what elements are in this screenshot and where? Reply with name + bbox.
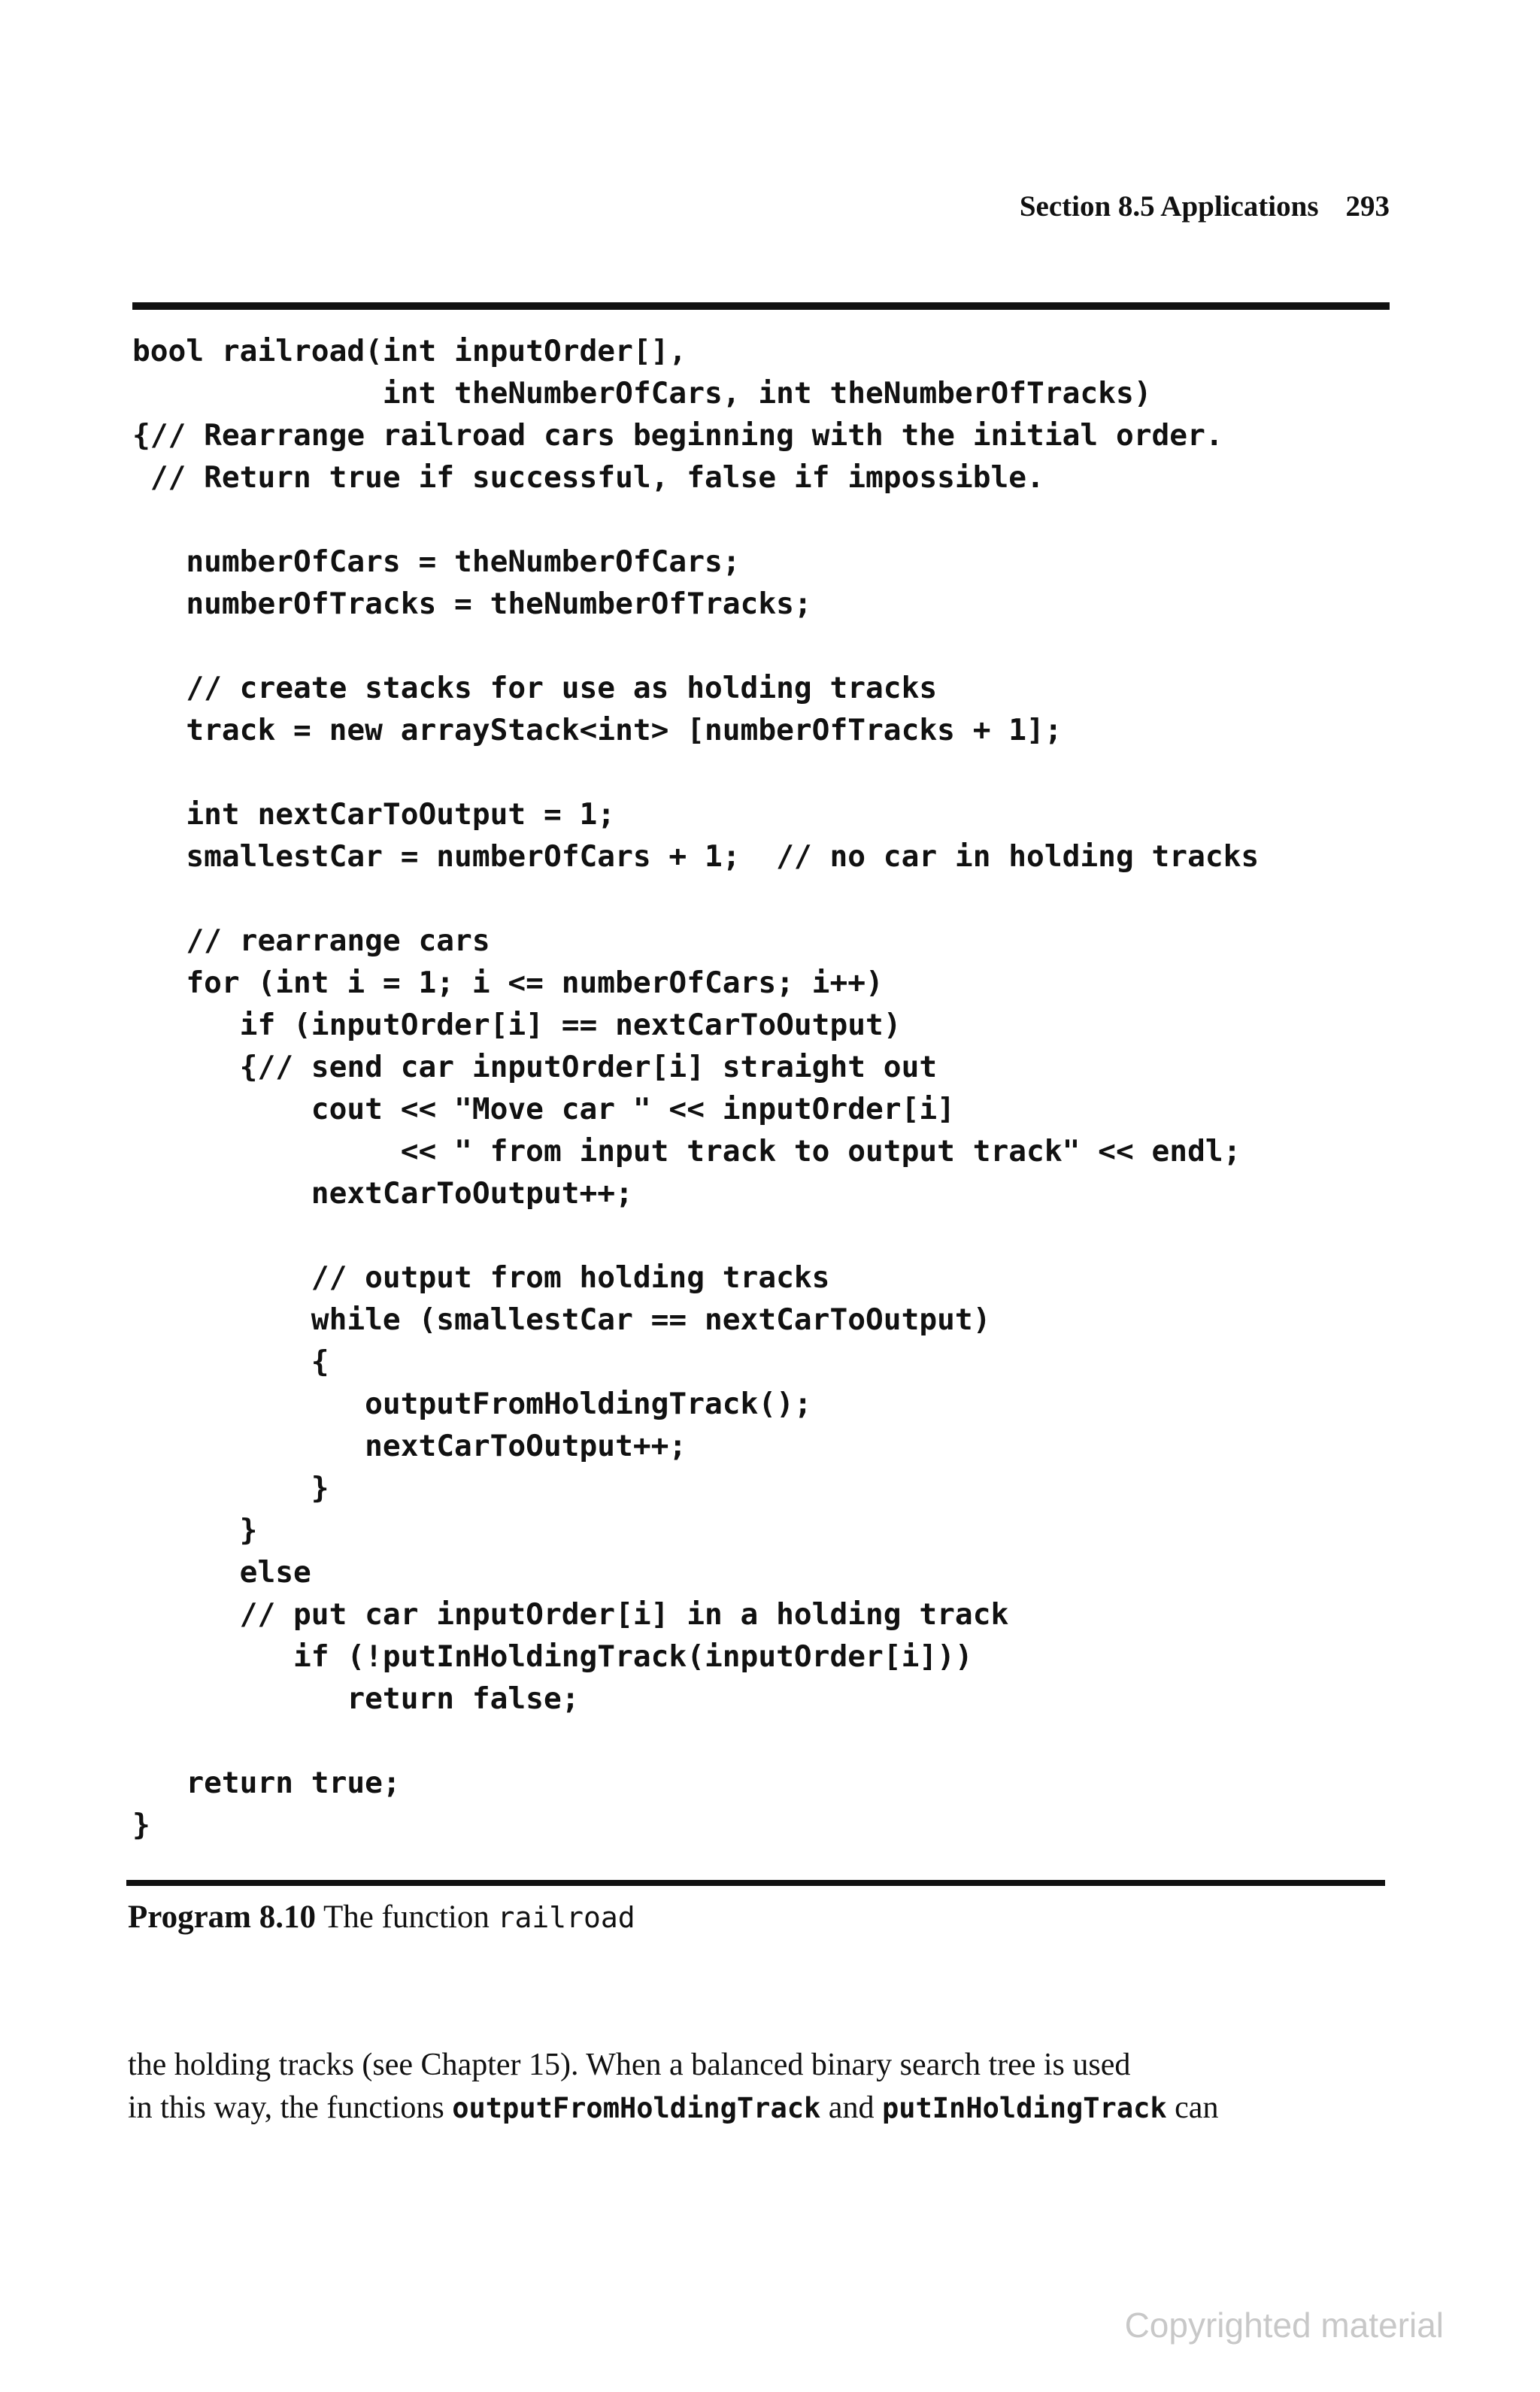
section-title: Section 8.5 Applications: [1019, 190, 1319, 223]
code-line: numberOfCars = theNumberOfCars;: [132, 544, 741, 579]
code-line: // Return true if successful, false if impossible.: [132, 460, 1044, 495]
bottom-rule: [126, 1880, 1385, 1886]
code-listing: [132, 334, 1396, 1842]
code-line: nextCarToOutput++;: [132, 1176, 633, 1211]
code-line: }: [132, 1808, 150, 1842]
code-line: return false;: [132, 1681, 580, 1716]
body-text-run: can: [1166, 2090, 1219, 2125]
code-line: track = new arrayStack<int> [numberOfTracks + 1];: [132, 713, 1063, 747]
code-line: int nextCarToOutput = 1;: [132, 797, 616, 832]
caption-code: railroad: [497, 1901, 635, 1934]
function-name: putInHoldingTrack: [881, 2092, 1167, 2124]
code-line: // create stacks for use as holding tracks: [132, 671, 938, 705]
code-line: bool railroad(int inputOrder[],: [132, 334, 687, 368]
body-line-2: [128, 2087, 1391, 2130]
code-line: }: [132, 1513, 258, 1548]
code-line: if (inputOrder[i] == nextCarToOutput): [132, 1008, 902, 1042]
code-line: // rearrange cars: [132, 923, 490, 958]
body-text-run: and: [820, 2090, 882, 2125]
page-number: 293: [1345, 190, 1390, 223]
code-line: smallestCar = numberOfCars + 1; // no car in holding tracks: [132, 839, 1260, 874]
caption-label: Program 8.10: [128, 1899, 316, 1935]
code-line: // put car inputOrder[i] in a holding track: [132, 1597, 1009, 1632]
program-caption: [128, 1899, 635, 1936]
body-paragraph: [128, 2044, 1391, 2130]
code-line: }: [132, 1471, 329, 1505]
running-header: [1020, 189, 1390, 223]
code-line: return true;: [132, 1766, 401, 1800]
body-line-1: the holding tracks (see Chapter 15). When a balanced binary search tree is used: [128, 2048, 1131, 2082]
code-line: // output from holding tracks: [132, 1260, 830, 1295]
code-line: cout << "Move car " << inputOrder[i]: [132, 1092, 955, 1126]
code-line: while (smallestCar == nextCarToOutput): [132, 1302, 991, 1337]
code-line: outputFromHoldingTrack();: [132, 1387, 812, 1421]
top-rule: [132, 302, 1390, 310]
caption-text: The function: [315, 1899, 498, 1935]
code-line: numberOfTracks = theNumberOfTracks;: [132, 587, 812, 621]
code-line: nextCarToOutput++;: [132, 1429, 687, 1463]
function-name: outputFromHoldingTrack: [452, 2092, 821, 2124]
code-line: else: [132, 1555, 311, 1590]
body-text-run: in this way, the functions: [128, 2090, 453, 2125]
code-line: for (int i = 1; i <= numberOfCars; i++): [132, 966, 884, 1000]
code-line: << " from input track to output track" << endl;: [132, 1134, 1241, 1169]
code-line: int theNumberOfCars, int theNumberOfTracks): [132, 376, 1152, 411]
code-line: {: [132, 1345, 329, 1379]
code-line: {// send car inputOrder[i] straight out: [132, 1050, 938, 1084]
code-line: {// Rearrange railroad cars beginning with the initial order.: [132, 418, 1223, 453]
code-line: if (!putInHoldingTrack(inputOrder[i])): [132, 1639, 973, 1674]
watermark: Copyrighted material: [1124, 2306, 1444, 2345]
